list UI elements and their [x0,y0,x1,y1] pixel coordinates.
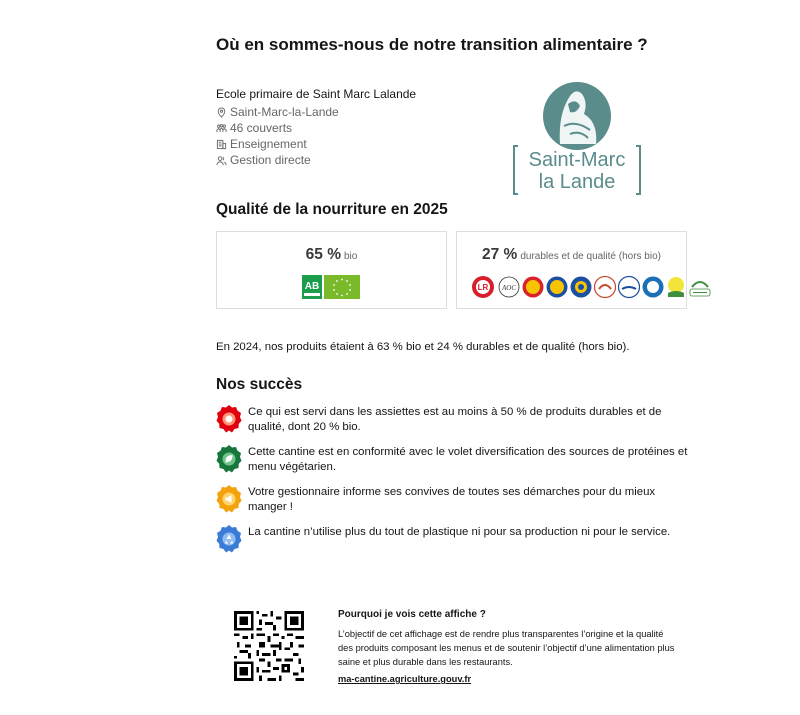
school-city-label: Saint-Marc-la-Lande [230,105,339,119]
recycle-icon [216,524,242,554]
fermier-icon [666,275,686,299]
school-management-label: Gestion directe [230,153,311,167]
qr-code[interactable] [234,611,304,681]
school-sector-label: Enseignement [230,137,307,151]
commerce-equitable-icon [688,275,712,299]
school-info [216,86,496,168]
page-title: Où en sommes-nous de notre transition alimentaire ? [216,35,648,54]
success-text: La cantine n’utilise plus du tout de plastique ni pour sa production ni pour le service. [248,526,671,538]
megaphone-icon [216,484,242,514]
history-text: En 2024, nos produits étaient à 63 % bio et 24 % durables et de qualité (hors bio). [216,341,630,353]
footer-info [338,608,678,687]
svg-text:AOC: AOC [502,284,516,292]
aoc-icon [498,275,520,299]
apple-icon [216,404,242,434]
success-text: Ce qui est servi dans les assiettes est au moins à 50 % de produits durables et de qualité, dont 20 % bio. [248,406,662,433]
peche-durable-icon [618,275,640,299]
quality-title: Qualité de la nourriture en 2025 [216,201,448,218]
success-item [216,404,686,444]
igp-icon [546,275,568,299]
successes-title: Nos succès [216,376,303,393]
people-group-icon [216,123,227,134]
school-covers [216,120,496,136]
hve-icon [594,275,616,299]
school-covers-label: 46 couverts [230,121,293,135]
user-group-icon [216,155,227,166]
school-management [216,152,496,168]
footer-link[interactable]: ma-cantine.agriculture.gouv.fr [338,674,472,684]
durable-label: durables et de qualité (hors bio) [520,251,661,262]
logo-line2: la Lande [538,171,616,193]
svg-text:LR: LR [477,283,489,292]
bio-card [216,231,447,309]
AB-logo-icon [302,275,322,299]
school-city [216,104,496,120]
success-item [216,444,686,484]
success-text: Cette cantine est en conformité avec le volet diversification des sources de protéines et menu végétarien. [248,446,688,473]
success-text: Votre gestionnaire informe ses convives de toutes ses démarches pour du mieux manger ! [248,486,656,513]
aop-icon [522,275,544,299]
rup-icon [642,275,664,299]
stg-icon [570,275,592,299]
footer-body: L’objectif de cet affichage est de rendre plus transparentes l’origine et la qualité des produits composant les menus et de soutenir l’objectif d’une alimentation plus saine et plus durable dans les restaurants. [338,629,675,667]
success-item [216,524,686,564]
footer-title: Pourquoi je vois cette affiche ? [338,609,486,620]
building-icon [216,139,227,150]
map-pin-icon [216,107,227,118]
eu-organic-leaf-icon [324,275,360,299]
label-rouge-icon [470,275,496,299]
success-item [216,484,686,524]
leaf-icon [216,444,242,474]
svg-text:AB: AB [304,281,320,292]
bio-label: bio [343,251,358,262]
durable-value: 27 % [482,246,518,263]
bio-value: 65 % [305,246,341,263]
school-logo [510,74,644,196]
school-sector [216,136,496,152]
durable-card [456,231,687,309]
successes-list [216,404,686,564]
school-name: Ecole primaire de Saint Marc Lalande [216,87,417,101]
logo-line1: Saint-Marc [528,149,626,171]
